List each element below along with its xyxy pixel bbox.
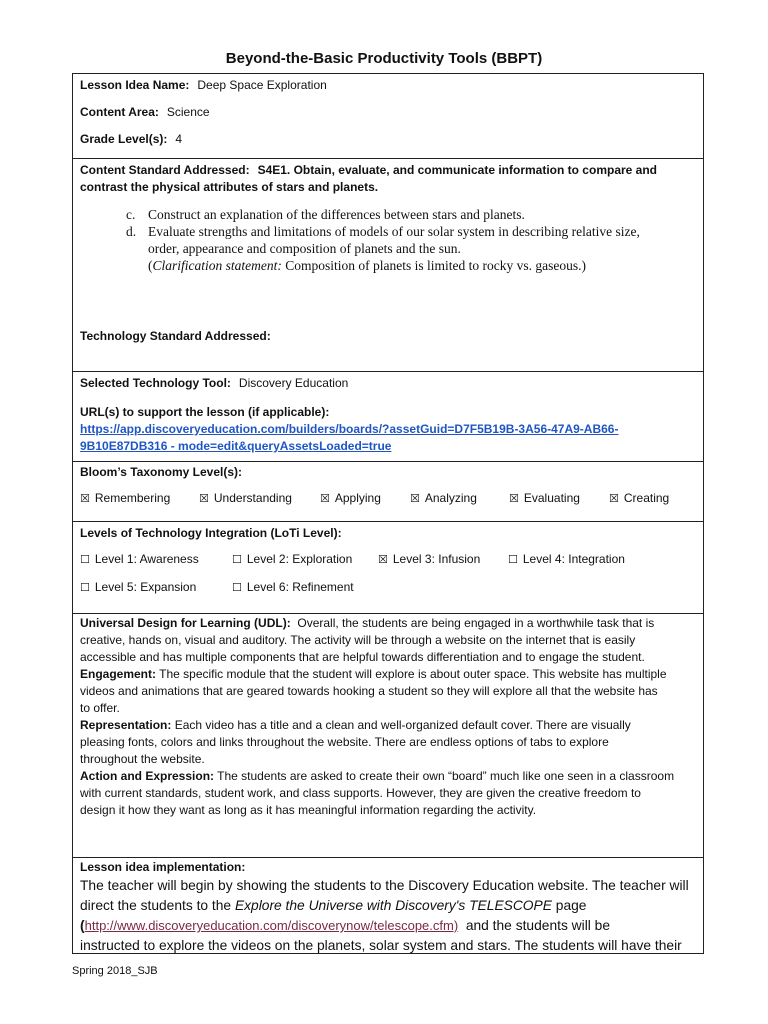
content-area-label: Content Area:: [80, 105, 159, 119]
blooms-option-label: Understanding: [213, 491, 292, 505]
implementation-label: Lesson idea implementation:: [80, 860, 246, 874]
loti-option-label: Level 2: Exploration: [246, 552, 353, 566]
checkbox-checked-icon[interactable]: ☒: [80, 492, 90, 505]
loti-option-level6[interactable]: [232, 579, 354, 596]
blooms-option-remembering[interactable]: [80, 490, 170, 507]
implementation-paren: (: [80, 918, 85, 933]
checkbox-checked-icon[interactable]: ☒: [378, 553, 388, 566]
blooms-section: [73, 462, 703, 522]
standard-item-text: Construct an explanation of the differences between stars and planets.: [148, 207, 525, 222]
clarification-text: Composition of planets is limited to rocky vs. gaseous.): [285, 258, 586, 273]
url-link-line2[interactable]: 9B10E87DB316 - mode=edit&queryAssetsLoaded=true: [80, 439, 392, 453]
implementation-section: [73, 858, 703, 954]
telescope-link[interactable]: http://www.discoveryeducation.com/discoverynow/telescope.cfm): [84, 918, 459, 933]
technology-tool-section: [73, 372, 703, 462]
standard-item-text: Evaluate strengths and limitations of models of our solar system in describing relative size,: [148, 224, 640, 239]
loti-option-label: Level 3: Infusion: [392, 552, 481, 566]
representation-label: Representation:: [80, 718, 172, 732]
blooms-label: Bloom’s Taxonomy Level(s):: [80, 465, 243, 479]
blooms-option-label: Applying: [334, 491, 381, 505]
udl-intro-line: accessible and has multiple components that are helpful towards differentiation and to engage the student.: [80, 650, 645, 664]
implementation-line: The teacher will begin by showing the students to the Discovery Education website. The teacher will: [80, 878, 689, 893]
action-expression-line: with current standards, student work, and class supports. However, they are given the creative freedom to: [80, 786, 641, 800]
udl-label: Universal Design for Learning (UDL):: [80, 616, 291, 630]
blooms-option-label: Remembering: [94, 491, 171, 505]
standard-item-marker: c.: [126, 207, 136, 222]
lesson-name-label: Lesson Idea Name:: [80, 78, 190, 92]
checkbox-empty-icon[interactable]: ☐: [508, 553, 518, 566]
blooms-option-creating[interactable]: [609, 490, 669, 507]
loti-section: [73, 522, 703, 614]
content-standard-line2: contrast the physical attributes of stars and planets.: [80, 180, 379, 194]
implementation-line: instructed to explore the videos on the planets, solar system and stars. The students will have their: [80, 938, 682, 953]
blooms-option-understanding[interactable]: [199, 490, 292, 507]
action-expression-line: design it how they want as long as it has meaningful information regarding the activity.: [80, 803, 537, 817]
loti-option-label: Level 4: Integration: [522, 552, 625, 566]
action-expression-line: The students are asked to create their own “board” much like one seen in a classroom: [217, 769, 675, 783]
document-title: Beyond-the-Basic Productivity Tools (BBPT): [225, 50, 543, 67]
loti-option-level1[interactable]: [80, 551, 199, 568]
loti-option-level2[interactable]: [232, 551, 352, 568]
udl-intro-line: Overall, the students are being engaged in a worthwhile task that is: [297, 616, 655, 630]
representation-line: pleasing fonts, colors and links throughout the website. There are endless options of tabs to explore: [80, 735, 609, 749]
implementation-text: and the students will be: [458, 918, 611, 933]
engagement-line: to offer.: [80, 701, 120, 715]
checkbox-empty-icon[interactable]: ☐: [232, 553, 242, 566]
loti-option-label: Level 1: Awareness: [94, 552, 199, 566]
checkbox-empty-icon[interactable]: ☐: [80, 581, 90, 594]
technology-standard-label: Technology Standard Addressed:: [80, 329, 271, 343]
grade-level-value: 4: [175, 132, 183, 146]
loti-option-level4[interactable]: [508, 551, 625, 568]
udl-section: [73, 614, 703, 858]
blooms-option-analyzing[interactable]: [410, 490, 477, 507]
lesson-name-value: Deep Space Exploration: [197, 78, 327, 92]
standards-section: [73, 159, 703, 372]
lesson-table: [72, 73, 704, 954]
loti-option-label: Level 5: Expansion: [94, 580, 197, 594]
loti-option-level3[interactable]: [378, 551, 480, 568]
checkbox-checked-icon[interactable]: ☒: [199, 492, 209, 505]
content-area-value: Science: [166, 105, 210, 119]
grade-level-label: Grade Level(s):: [80, 132, 168, 146]
telescope-page-title: Explore the Universe with Discovery's TELESCOPE: [234, 898, 552, 913]
checkbox-checked-icon[interactable]: ☒: [410, 492, 420, 505]
standard-item-text: order, appearance and composition of planets and the sun.: [148, 241, 461, 256]
checkbox-empty-icon[interactable]: ☐: [80, 553, 90, 566]
lesson-info-section: [73, 74, 703, 159]
checkbox-checked-icon[interactable]: ☒: [320, 492, 330, 505]
content-standard-line1: S4E1. Obtain, evaluate, and communicate information to compare and: [257, 163, 657, 177]
engagement-line: videos and animations that are geared towards hooking a student so they will explore all that the website has: [80, 684, 658, 698]
implementation-text: page: [551, 898, 587, 913]
engagement-line: The specific module that the student will explore is about outer space. This website has multiple: [159, 667, 667, 681]
loti-label: Levels of Technology Integration (LoTi Level):: [80, 526, 342, 540]
representation-line: Each video has a title and a clean and well-organized default cover. There are visually: [174, 718, 631, 732]
engagement-label: Engagement:: [80, 667, 157, 681]
blooms-option-applying[interactable]: [320, 490, 381, 507]
loti-option-level5[interactable]: [80, 579, 196, 596]
representation-line: throughout the website.: [80, 752, 205, 766]
udl-intro-line: creative, hands on, visual and auditory. The activity will be through a website on the internet that is easily: [80, 633, 636, 647]
loti-option-label: Level 6: Refinement: [246, 580, 354, 594]
implementation-text: direct the students to the: [80, 898, 235, 913]
blooms-option-label: Creating: [623, 491, 670, 505]
content-standard-label: Content Standard Addressed:: [80, 163, 250, 177]
action-expression-label: Action and Expression:: [80, 769, 215, 783]
clarification-label: Clarification statement:: [152, 258, 282, 273]
checkbox-checked-icon[interactable]: ☒: [609, 492, 619, 505]
blooms-option-evaluating[interactable]: [509, 490, 580, 507]
standard-item-marker: d.: [126, 224, 137, 239]
checkbox-checked-icon[interactable]: ☒: [509, 492, 519, 505]
checkbox-empty-icon[interactable]: ☐: [232, 581, 242, 594]
blooms-option-label: Evaluating: [523, 491, 580, 505]
tool-label: Selected Technology Tool:: [80, 376, 231, 390]
tool-value: Discovery Education: [238, 376, 349, 390]
url-label: URL(s) to support the lesson (if applicable):: [80, 405, 330, 419]
footer-text: Spring 2018_SJB: [72, 965, 158, 977]
clarification-paren: (: [148, 258, 153, 273]
blooms-option-label: Analyzing: [424, 491, 477, 505]
url-link-line1[interactable]: https://app.discoveryeducation.com/builders/boards/?assetGuid=D7F5B19B-3A56-47A9-AB66-: [80, 422, 619, 436]
